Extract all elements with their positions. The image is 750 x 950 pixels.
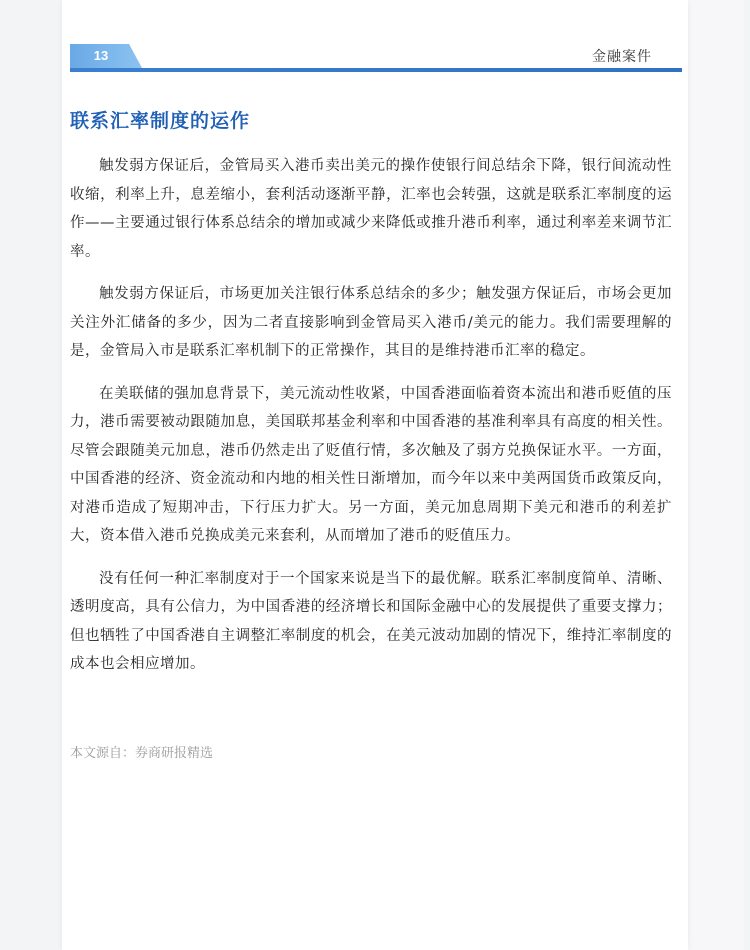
paragraph-2: 触发弱方保证后，市场更加关注银行体系总结余的多少；触发强方保证后，市场会更加关注外汇储备的多少，因为二者直接影响到金管局买入港币/美元的能力。我们需要理解的是，金管局入市是联系汇率机制下的正常操作，其目的是维持港币汇率的稳定。 (70, 286, 672, 359)
source-note: 本文源自：券商研报精选 (70, 746, 214, 761)
article-title: 联系汇率制度的运作 (70, 110, 251, 132)
article-body (70, 152, 672, 693)
page-header (70, 44, 682, 74)
page-number: 13 (93, 48, 109, 63)
section-label: 金融案件 (592, 49, 652, 65)
header-divider (70, 68, 682, 72)
paragraph-4: 没有任何一种汇率制度对于一个国家来说是当下的最优解。联系汇率制度简单、清晰、透明度高，具有公信力，为中国香港的经济增长和国际金融中心的发展提供了重要支撑力；但也牺牲了中国香港自主调整汇率制度的机会，在美元波动加剧的情况下，维持汇率制度的成本也会相应增加。 (70, 570, 672, 672)
document-page (62, 0, 688, 950)
paragraph-1: 触发弱方保证后，金管局买入港币卖出美元的操作使银行间总结余下降，银行间流动性收缩，利率上升，息差缩小，套利活动逐渐平静，汇率也会转强，这就是联系汇率制度的运作——主要通过银行体系总结余的增加或减少来降低或推升港币利率，通过利率差来调节汇率。 (70, 158, 672, 260)
paragraph-3: 在美联储的强加息背景下，美元流动性收紧，中国香港面临着资本流出和港币贬值的压力，港币需要被动跟随加息，美国联邦基金利率和中国香港的基准利率具有高度的相关性。尽管会跟随美元加息，港币仍然走出了贬值行情，多次触及了弱方兑换保证水平。一方面，中国香港的经济、资金流动和内地的相关性日渐增加，而今年以来中美两国货币政策反向，对港币造成了短期冲击，下行压力扩大。另一方面，美元加息周期下美元和港币的利差扩大，资本借入港币兑换成美元来套利，从而增加了港币的贬值压力。 (70, 385, 672, 544)
